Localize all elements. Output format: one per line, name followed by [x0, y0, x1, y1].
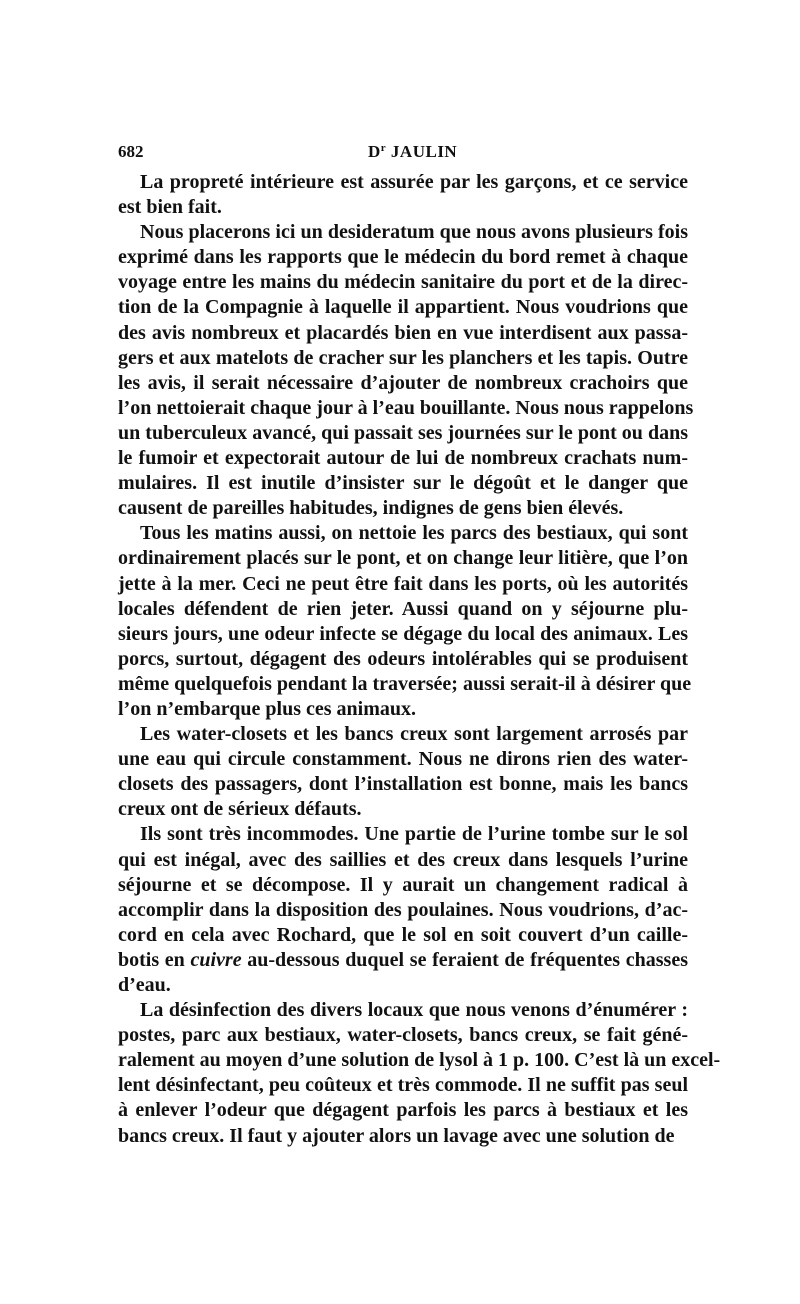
text-line: l’on nettoierait chaque jour à l’eau bouillante. Nous nous rappelons — [118, 396, 694, 419]
text-line: même quelquefois pendant la traversée; aussi serait-il à désirer que — [118, 672, 692, 695]
text-line: accomplir dans la disposition des poulaines. Nous voudrions, d’ac- — [118, 898, 688, 921]
text-line: exprimé dans les rapports que le médecin du bord remet à chaque — [118, 246, 688, 269]
text-line: mulaires. Il est inutile d’insister sur le dégoût et le danger que — [118, 472, 688, 495]
paragraph — [118, 722, 688, 822]
text-line: botis en cuivre au-dessous duquel se feraient de fréquentes chasses — [118, 948, 688, 971]
text-line: une eau qui circule constamment. Nous ne dirons rien des water- — [118, 748, 688, 771]
running-title — [368, 142, 457, 162]
text-line: ralement au moyen d’une solution de lysol à 1 p. 100. C’est là un excel- — [118, 1049, 721, 1072]
body-text — [118, 170, 721, 1149]
text-line: Nous placerons ici un desideratum que nous avons plusieurs fois — [140, 221, 688, 244]
text-line: Ils sont très incommodes. Une partie de l’urine tombe sur le sol — [140, 823, 688, 846]
text-line: des avis nombreux et placardés bien en vue interdisent aux passa- — [118, 321, 688, 344]
text-line: creux ont de sérieux défauts. — [118, 798, 362, 821]
text-line: bancs creux. Il faut y ajouter alors un lavage avec une solution de — [118, 1124, 675, 1147]
running-header — [118, 142, 686, 166]
text-line: locales défendent de rien jeter. Aussi quand on y séjourne plu- — [118, 597, 688, 620]
page-number: 682 — [118, 142, 144, 161]
paragraph — [118, 998, 721, 1149]
text-line: closets des passagers, dont l’installation est bonne, mais les bancs — [118, 773, 688, 796]
text-line: La désinfection des divers locaux que nous venons d’énumérer : — [140, 999, 688, 1022]
text-line: lent désinfectant, peu coûteux et très commode. Il ne suffit pas seul — [118, 1074, 688, 1097]
text-line: gers et aux matelots de cracher sur les planchers et les tapis. Outre — [118, 346, 688, 369]
text-line: à enlever l’odeur que dégagent parfois les parcs à bestiaux et les — [118, 1099, 688, 1122]
text-line: est bien fait. — [118, 196, 222, 219]
text-line: d’eau. — [118, 974, 171, 996]
text-line: Tous les matins aussi, on nettoie les parcs des bestiaux, qui sont — [140, 522, 688, 545]
text-line: sieurs jours, une odeur infecte se dégage du local des animaux. Les — [118, 622, 688, 645]
text-line: causent de pareilles habitudes, indignes de gens bien élevés. — [118, 497, 624, 520]
paragraph — [118, 822, 688, 998]
text-line: séjourne et se décompose. Il y aurait un changement radical à — [118, 873, 688, 896]
text-line: La propreté intérieure est assurée par les garçons, et ce service — [140, 171, 688, 193]
italic-word: cuivre — [190, 948, 242, 971]
text-line: voyage entre les mains du médecin sanitaire du port et de la direc- — [118, 271, 688, 294]
text-line: qui est inégal, avec des saillies et des creux dans lesquels l’urine — [118, 848, 688, 871]
text-line: l’on n’embarque plus ces animaux. — [118, 697, 417, 720]
paragraph — [118, 170, 688, 220]
text-line: tion de la Compagnie à laquelle il appartient. Nous voudrions que — [118, 296, 688, 319]
author-name: JAULIN — [386, 142, 458, 161]
paragraph — [118, 521, 692, 722]
text-line: Les water-closets et les bancs creux sont largement arrosés par — [140, 723, 688, 746]
text-line: jette à la mer. Ceci ne peut être fait dans les ports, où les autorités — [118, 572, 688, 595]
author-prefix: D — [368, 142, 381, 161]
text-line: porcs, surtout, dégagent des odeurs intolérables qui se produisent — [118, 647, 688, 670]
author-superscript: r — [380, 142, 387, 154]
text-line: postes, parc aux bestiaux, water-closets, bancs creux, se fait géné- — [118, 1024, 688, 1047]
text-line: ordinairement placés sur le pont, et on change leur litière, que l’on — [118, 547, 688, 570]
text-line: le fumoir et expectorait autour de lui de nombreux crachats num- — [118, 447, 688, 470]
text-line: les avis, il serait nécessaire d’ajouter de nombreux crachoirs que — [118, 371, 688, 394]
text-line: cord en cela avec Rochard, que le sol en soit couvert d’un caille- — [118, 923, 688, 946]
paragraph — [118, 220, 694, 521]
text-line: un tuberculeux avancé, qui passait ses journées sur le pont ou dans — [118, 421, 688, 444]
